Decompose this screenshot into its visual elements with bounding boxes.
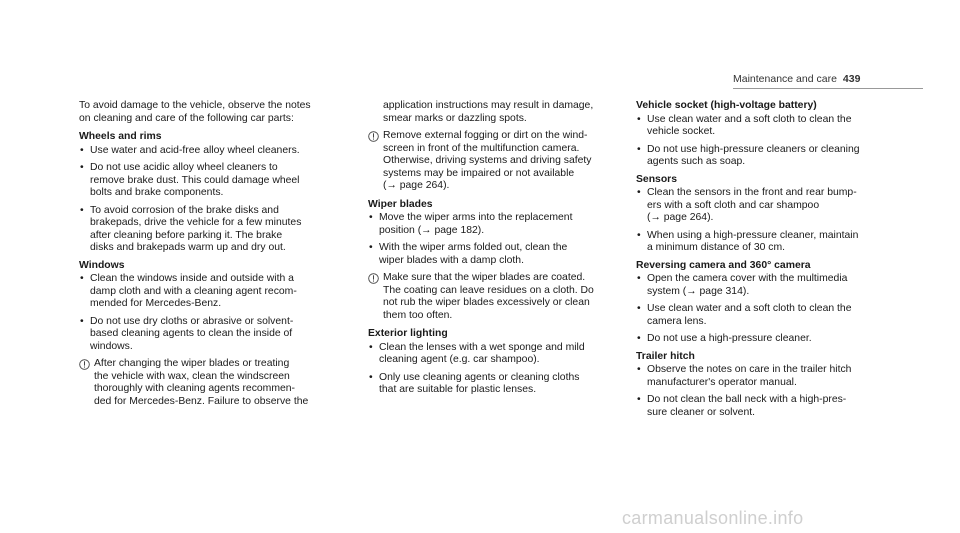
socket-item-1 xyxy=(636,114,884,139)
item-text: Use clean water and a soft cloth to clean the camera lens. xyxy=(647,303,852,327)
heading-vehicle-socket: Vehicle socket (high-voltage battery) xyxy=(636,100,817,111)
item-text: Use water and acid-free alloy wheel cleaners. xyxy=(90,144,300,156)
bullet-dot: • xyxy=(369,212,373,223)
column-3 xyxy=(636,100,884,424)
continued-note: application instructions may result in damage, smear marks or dazzling spots. xyxy=(383,100,594,124)
item-text: Do not use acidic alloy wheel cleaners to remove brake dust. This could damage wheel bolts and brake components. xyxy=(90,162,300,198)
windows-note xyxy=(79,358,327,408)
item-text: Do not use a high-pressure cleaner. xyxy=(647,333,812,344)
heading-windows: Windows xyxy=(79,259,125,271)
camera-item-2 xyxy=(636,303,884,328)
heading-wiper-blades: Wiper blades xyxy=(368,198,433,210)
camera-item-3 xyxy=(636,333,884,346)
exterior-item-2 xyxy=(368,372,616,397)
bullet-dot: • xyxy=(80,162,84,173)
bullet-dot: • xyxy=(637,394,641,405)
item-text: With the wiper arms folded out, clean the wiper blades with a damp cloth. xyxy=(379,242,568,266)
item-text: Use clean water and a soft cloth to clean the vehicle socket. xyxy=(647,113,852,137)
wheels-item-3 xyxy=(79,205,327,255)
note-text: After changing the wiper blades or treating the vehicle with wax, clean the windscreen thoroughly with cleaning agents recommen- ded for Mercedes-Benz. Failure to observe the xyxy=(94,358,309,407)
item-text: To avoid corrosion of the brake disks and brakepads, drive the vehicle for a few minutes after cleaning before parking it. The brake disks and brakepads warm up and dry out. xyxy=(90,204,302,253)
windows-item-2 xyxy=(79,316,327,354)
item-text: Observe the notes on care in the trailer hitch manufacturer's operator manual. xyxy=(647,364,852,388)
info-note-icon xyxy=(368,131,379,142)
heading-trailer-hitch: Trailer hitch xyxy=(636,350,695,362)
bullet-dot: • xyxy=(80,315,84,327)
item-text: Do not clean the ball neck with a high-pres- sure cleaner or solvent. xyxy=(647,394,847,418)
column-2 xyxy=(368,100,616,402)
bullet-dot: • xyxy=(80,273,84,284)
bullet-dot: • xyxy=(369,371,373,383)
wheels-item-2 xyxy=(79,162,327,200)
wiper-note xyxy=(368,272,616,322)
page-number: 439 xyxy=(842,73,861,85)
item-text: Do not use high-pressure cleaners or cleaning agents such as soap. xyxy=(647,143,860,167)
page-header xyxy=(733,73,923,85)
heading-wheels: Wheels and rims xyxy=(79,131,162,142)
heading-sensors: Sensors xyxy=(636,173,678,185)
camera-item-1 xyxy=(636,273,884,298)
item-text: When using a high-pressure cleaner, maintain a minimum distance of 30 cm. xyxy=(647,229,859,253)
bullet-dot: • xyxy=(369,242,373,253)
windows-item-1 xyxy=(79,273,327,311)
hitch-item-2 xyxy=(636,394,884,419)
column-1 xyxy=(79,100,327,414)
heading-reversing-camera: Reversing camera and 360° camera xyxy=(636,259,811,271)
bullet-dot: • xyxy=(637,143,641,155)
item-text: Only use cleaning agents or cleaning cloths that are suitable for plastic lenses. xyxy=(379,371,580,395)
info-note-icon xyxy=(368,273,379,284)
bullet-dot: • xyxy=(637,113,641,125)
hitch-item-1 xyxy=(636,364,884,389)
bullet-dot: • xyxy=(80,204,84,216)
bullet-dot: • xyxy=(637,273,641,284)
wheels-item-1 xyxy=(79,145,327,158)
bullet-dot: • xyxy=(637,303,641,314)
item-text: Clean the sensors in the front and rear bump- ers with a soft cloth and car shampoo (→ page 264). xyxy=(647,187,857,223)
bullet-dot: • xyxy=(369,341,373,353)
exterior-item-1 xyxy=(368,342,616,367)
heading-exterior-lighting: Exterior lighting xyxy=(368,328,448,339)
item-text: Move the wiper arms into the replacement position (→ page 182). xyxy=(379,212,573,236)
note-text: Make sure that the wiper blades are coated. The coating can leave residues on a cloth. Do not rub the wiper blades excessively or clean them too often. xyxy=(383,272,594,321)
camera-fog-note xyxy=(368,130,616,193)
bullet-dot: • xyxy=(637,187,641,198)
sensors-item-2 xyxy=(636,230,884,255)
note-text: Remove external fogging or dirt on the wind- screen in front of the multifunction camera. Otherwise, driving systems and driving safety systems may be impaired or not available (→ page 264). xyxy=(383,130,592,191)
socket-item-2 xyxy=(636,144,884,169)
wiper-item-2 xyxy=(368,242,616,267)
sensors-item-1 xyxy=(636,187,884,225)
item-text: Clean the lenses with a wet sponge and mild cleaning agent (e.g. car shampoo). xyxy=(379,341,585,365)
wiper-item-1 xyxy=(368,212,616,237)
item-text: Do not use dry cloths or abrasive or solvent- based cleaning agents to clean the inside of windows. xyxy=(90,315,294,352)
bullet-dot: • xyxy=(637,364,641,375)
bullet-dot: • xyxy=(637,229,641,241)
watermark: carmanualsonline.info xyxy=(622,508,804,528)
bullet-dot: • xyxy=(80,144,84,156)
item-text: Clean the windows inside and outside with a damp cloth and with a cleaning agent recom- mended for Mercedes-Benz. xyxy=(90,273,297,309)
intro-text: To avoid damage to the vehicle, observe the notes on cleaning and care of the following car parts: xyxy=(79,100,311,124)
section-title: Maintenance and care xyxy=(733,73,837,85)
item-text: Open the camera cover with the multimedia system (→ page 314). xyxy=(647,273,848,297)
bullet-dot: • xyxy=(637,333,641,344)
info-note-icon xyxy=(79,359,90,370)
header-rule xyxy=(733,88,923,89)
